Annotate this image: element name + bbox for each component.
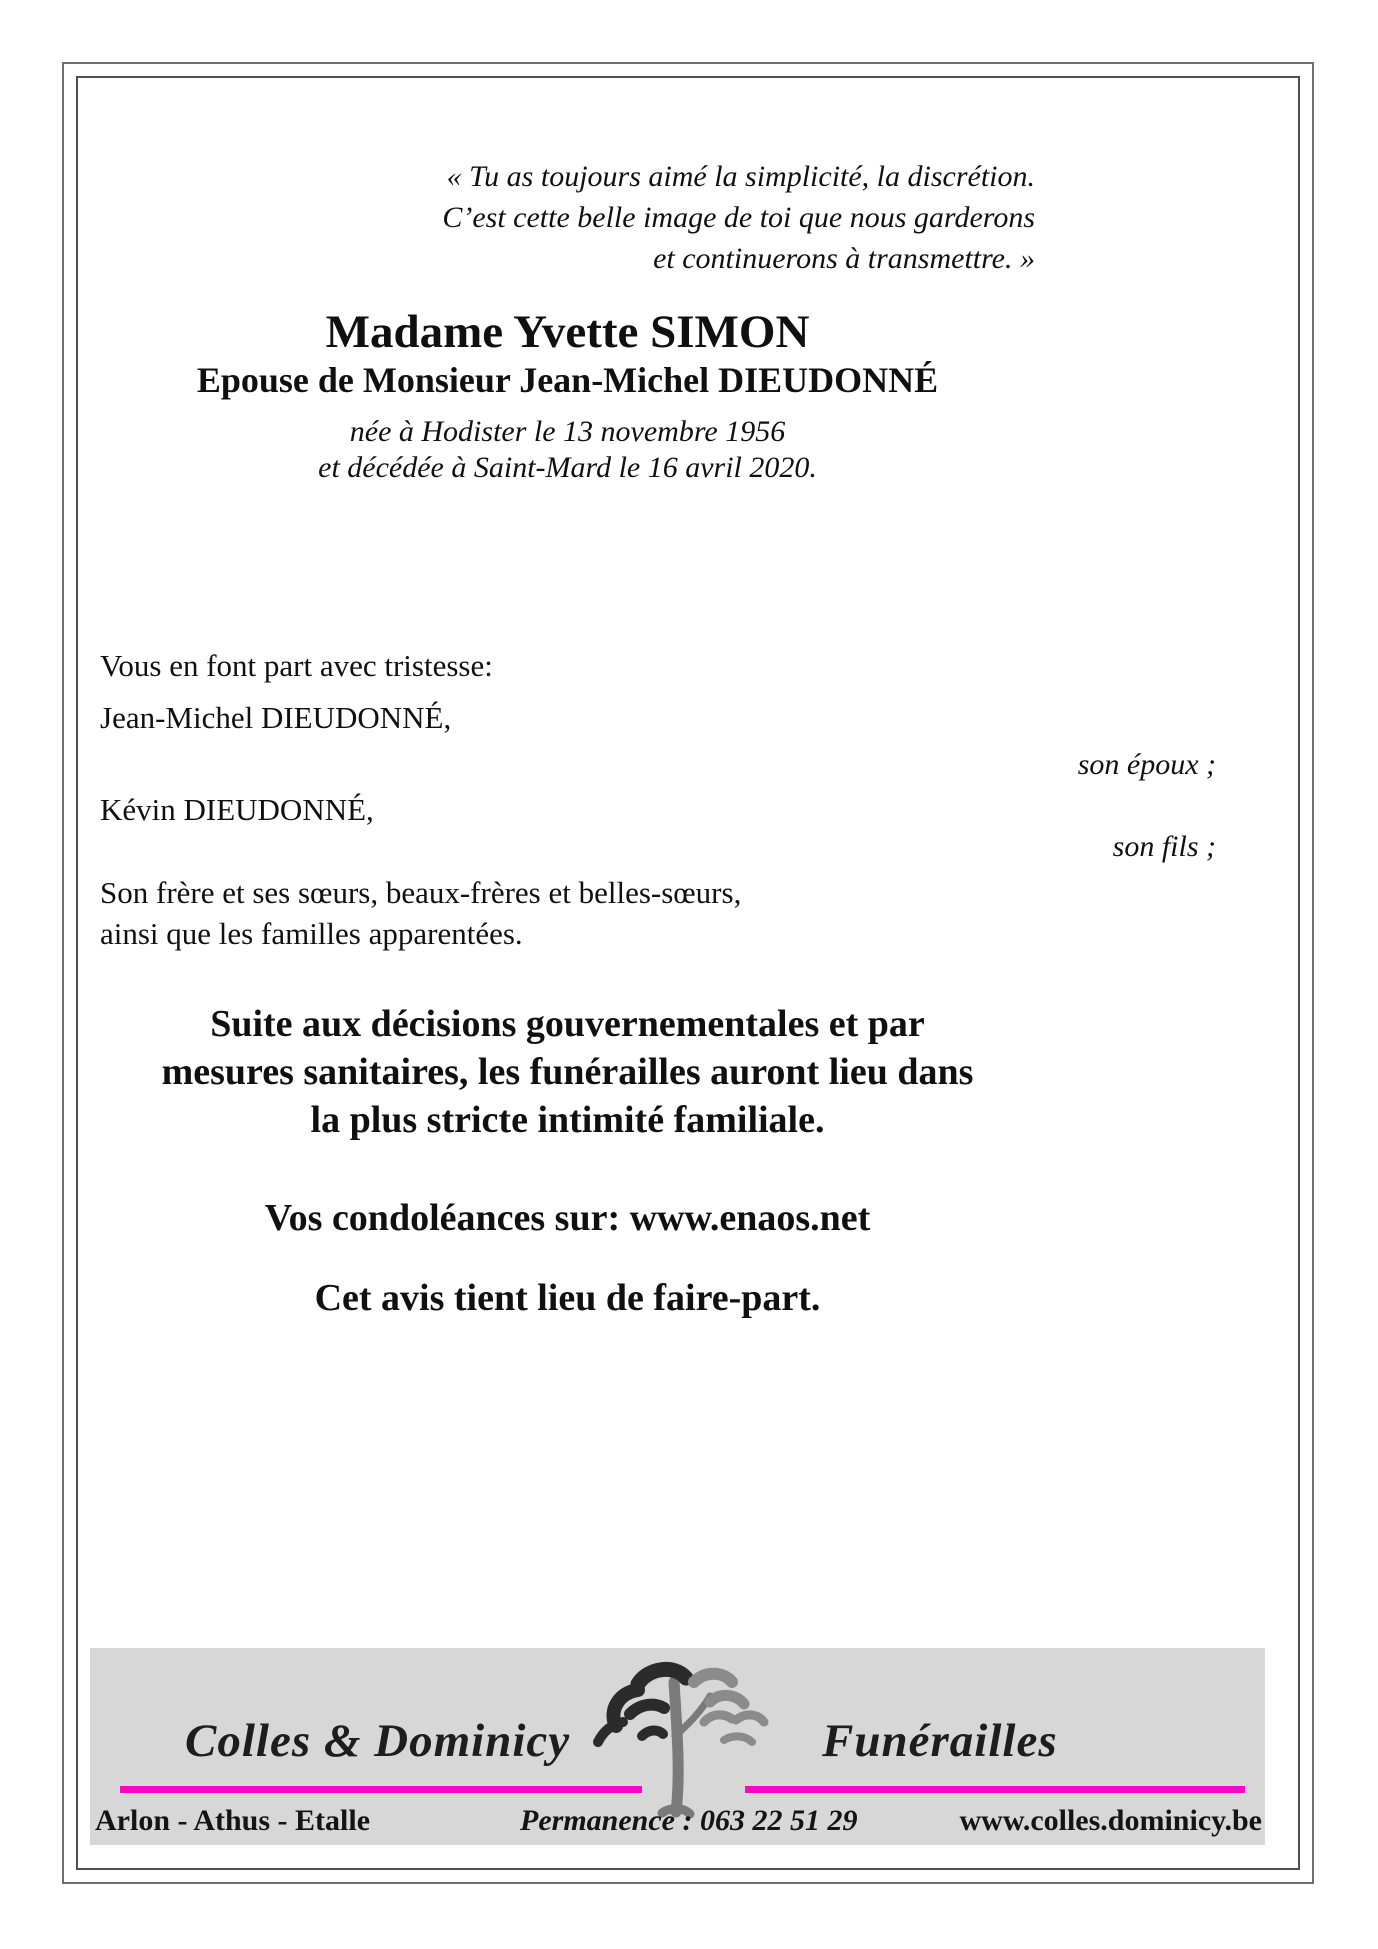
funeral-notice bbox=[100, 1000, 1035, 1144]
funeral-home-name: Colles & Dominicy bbox=[185, 1715, 571, 1767]
birth-line: née à Hodister le 13 novembre 1956 bbox=[349, 415, 786, 448]
funeral-home-locations: Arlon - Athus - Etalle bbox=[95, 1804, 371, 1837]
deceased-name: Madame Yvette SIMON bbox=[325, 306, 810, 358]
accent-rule-right bbox=[745, 1786, 1245, 1793]
death-line: et décédée à Saint-Mard le 16 avril 2020. bbox=[318, 451, 817, 484]
extended-family-lines bbox=[100, 872, 1035, 954]
birth-death-dates bbox=[100, 414, 1035, 486]
memorial-quote bbox=[100, 156, 1035, 279]
funeral-home-service: Funérailles bbox=[822, 1715, 1058, 1767]
relative-relation: son époux ; bbox=[1077, 748, 1216, 781]
quote-line: et continuerons à transmettre. » bbox=[653, 242, 1035, 275]
notice-line: la plus stricte intimité familiale. bbox=[310, 1099, 825, 1141]
family-line: ainsi que les familles apparentées. bbox=[100, 916, 523, 951]
notice-line: mesures sanitaires, les funérailles auront lieu dans bbox=[161, 1051, 974, 1093]
deceased-identity bbox=[100, 306, 1035, 486]
funeral-home-phone: Permanence : 063 22 51 29 bbox=[520, 1804, 858, 1837]
relative-name: Jean-Michel DIEUDONNÉ, bbox=[100, 700, 452, 735]
relative-relation: son fils ; bbox=[1112, 830, 1216, 863]
quote-line: C’est cette belle image de toi que nous garderons bbox=[442, 201, 1035, 234]
quote-line: « Tu as toujours aimé la simplicité, la discrétion. bbox=[446, 160, 1035, 193]
relative-name: Kévin DIEUDONNÉ, bbox=[100, 792, 374, 827]
tree-icon bbox=[586, 1650, 776, 1823]
notice-line: Suite aux décisions gouvernementales et par bbox=[210, 1003, 925, 1045]
family-line: Son frère et ses sœurs, beaux-frères et belles-sœurs, bbox=[100, 875, 742, 910]
funeral-home-website: www.colles.dominicy.be bbox=[959, 1804, 1262, 1837]
announcement-intro: Vous en font part avec tristesse: bbox=[100, 648, 493, 683]
accent-rule-left bbox=[120, 1786, 642, 1793]
condolences-line: Vos condoléances sur: www.enaos.net bbox=[264, 1197, 871, 1239]
deceased-spouse-line: Epouse de Monsieur Jean-Michel DIEUDONNÉ bbox=[196, 360, 939, 400]
farewell-line: Cet avis tient lieu de faire-part. bbox=[314, 1277, 821, 1319]
